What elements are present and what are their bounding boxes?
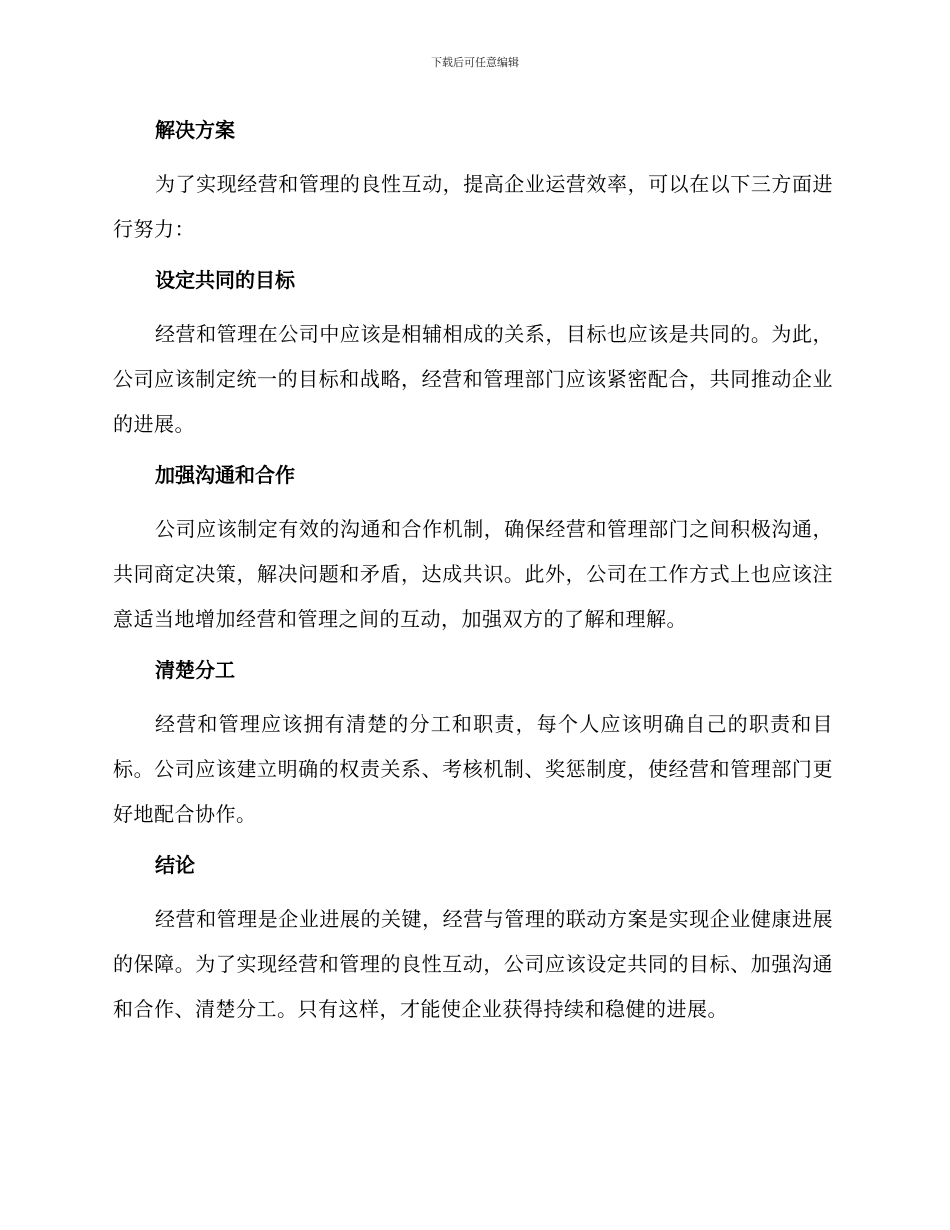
section-common-goals xyxy=(113,262,833,447)
header-note: 下载后可任意编辑 xyxy=(431,56,519,69)
section-heading: 设定共同的目标 xyxy=(155,268,295,292)
section-heading: 结论 xyxy=(155,853,195,877)
section-paragraph: 经营和管理应该拥有清楚的分工和职责，每个人应该明确自己的职责和目标。公司应该建立明确的权责关系、考核机制、奖惩制度，使经营和管理部门更好地配合协作。 xyxy=(113,712,833,826)
section-paragraph: 为了实现经营和管理的良性互动，提高企业运营效率，可以在以下三方面进行努力： xyxy=(113,172,833,241)
section-heading: 加强沟通和合作 xyxy=(155,463,295,487)
section-division-of-labor xyxy=(113,652,833,837)
section-heading: 清楚分工 xyxy=(155,658,235,682)
section-heading: 解决方案 xyxy=(155,118,235,142)
section-paragraph: 经营和管理在公司中应该是相辅相成的关系，目标也应该是共同的。为此，公司应该制定统一的目标和战略，经营和管理部门应该紧密配合，共同推动企业的进展。 xyxy=(113,322,833,436)
section-paragraph: 经营和管理是企业进展的关键，经营与管理的联动方案是实现企业健康进展的保障。为了实现经营和管理的良性互动，公司应该设定共同的目标、加强沟通和合作、清楚分工。只有这样，才能使企业获得持续和稳健的进展。 xyxy=(113,907,833,1021)
section-solution xyxy=(113,112,833,252)
section-communication xyxy=(113,457,833,642)
document-body xyxy=(113,112,833,1042)
section-paragraph: 公司应该制定有效的沟通和合作机制，确保经营和管理部门之间积极沟通，共同商定决策，解决问题和矛盾，达成共识。此外，公司在工作方式上也应该注意适当地增加经营和管理之间的互动，加强双方的了解和理解。 xyxy=(113,517,833,631)
section-conclusion xyxy=(113,847,833,1032)
